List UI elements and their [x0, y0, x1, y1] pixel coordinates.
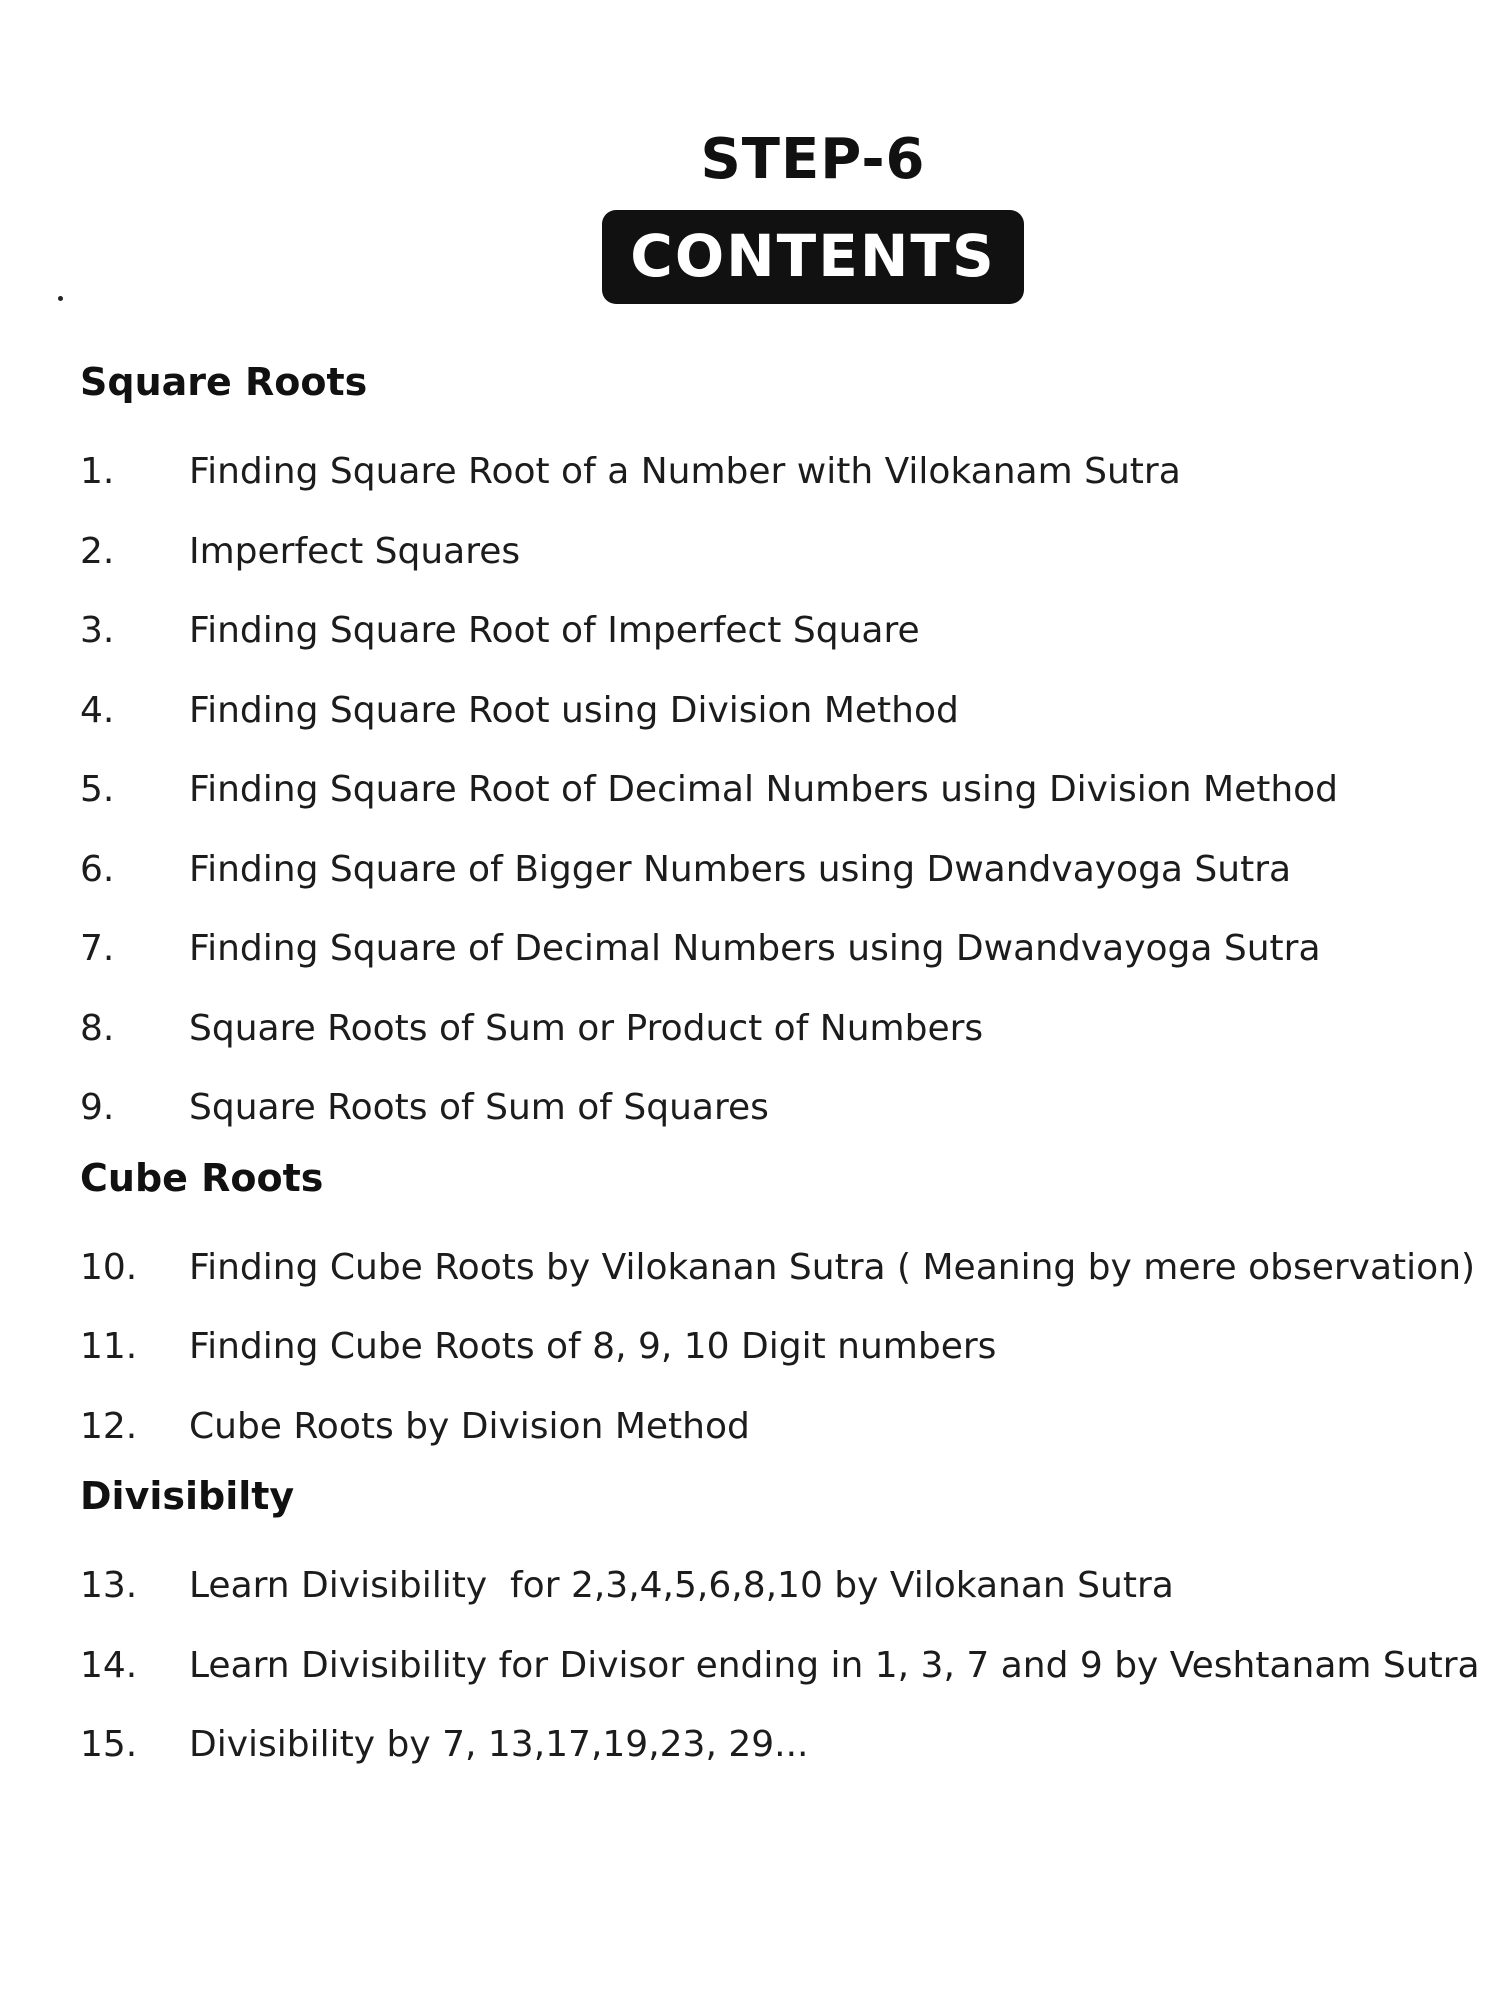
entry-number: 4. [80, 689, 115, 731]
entry-number: 5. [80, 769, 115, 811]
entry-title: Imperfect Squares [189, 530, 521, 572]
toc-entry [80, 591, 1480, 671]
entry-number: 8. [80, 1007, 115, 1049]
toc-entry [80, 1387, 1480, 1467]
section-heading: Square Roots [80, 360, 368, 404]
toc-entry [80, 1546, 1480, 1626]
toc-entry [80, 830, 1480, 910]
entry-number: 12. [80, 1405, 138, 1447]
section-square-roots [80, 352, 1480, 1148]
entry-number: 14. [80, 1644, 138, 1686]
entry-number: 9. [80, 1087, 115, 1129]
entry-title: Finding Square Root of Decimal Numbers using Division Method [189, 769, 1339, 811]
toc-entry [80, 1307, 1480, 1387]
toc-entry [80, 1705, 1480, 1785]
entry-number: 7. [80, 928, 115, 970]
entry-title: Finding Square of Decimal Numbers using Dwandvayoga Sutra [189, 928, 1321, 970]
contents-badge: CONTENTS [602, 210, 1023, 304]
section-divisibility [80, 1466, 1480, 1785]
entry-title: Square Roots of Sum or Product of Numbers [189, 1007, 984, 1049]
entry-number: 1. [80, 451, 115, 493]
entry-title: Finding Square of Bigger Numbers using Dwandvayoga Sutra [189, 848, 1292, 890]
step-title: STEP-6 [700, 127, 926, 192]
section-heading: Divisibilty [80, 1474, 295, 1518]
toc-entry [80, 989, 1480, 1069]
entry-title: Finding Square Root using Division Method [189, 689, 959, 731]
entry-title: Cube Roots by Division Method [189, 1405, 750, 1447]
table-of-contents [80, 352, 1480, 1785]
toc-entry [80, 432, 1480, 512]
section-cube-roots [80, 1148, 1480, 1467]
entry-title: Finding Square Root of Imperfect Square [189, 610, 920, 652]
entry-number: 15. [80, 1724, 138, 1766]
toc-entry [80, 1626, 1480, 1706]
entry-title: Divisibility by 7, 13,17,19,23, 29... [189, 1724, 809, 1766]
toc-entry [80, 512, 1480, 592]
section-heading: Cube Roots [80, 1155, 324, 1200]
toc-entry [80, 1068, 1480, 1148]
entry-number: 6. [80, 848, 115, 890]
entry-title: Finding Cube Roots by Vilokanan Sutra ( Meaning by mere observation) [189, 1246, 1476, 1288]
entry-title: Finding Cube Roots of 8, 9, 10 Digit numbers [189, 1326, 997, 1368]
toc-entry [80, 671, 1480, 751]
toc-entry [80, 909, 1480, 989]
toc-entry [80, 750, 1480, 830]
entry-title: Finding Square Root of a Number with Vilokanam Sutra [189, 451, 1181, 493]
entry-number: 3. [80, 610, 115, 652]
entry-title: Learn Divisibility for Divisor ending in 1, 3, 7 and 9 by Veshtanam Sutra [189, 1644, 1480, 1686]
entry-number: 13. [80, 1565, 138, 1607]
entry-number: 10. [80, 1246, 138, 1288]
toc-entry [80, 1228, 1480, 1308]
entry-title: Square Roots of Sum of Squares [189, 1087, 769, 1129]
entry-number: 11. [80, 1326, 138, 1368]
entry-title: Learn Divisibility for 2,3,4,5,6,8,10 by Vilokanan Sutra [189, 1565, 1174, 1607]
entry-number: 2. [80, 530, 115, 572]
page-header [0, 128, 1500, 304]
